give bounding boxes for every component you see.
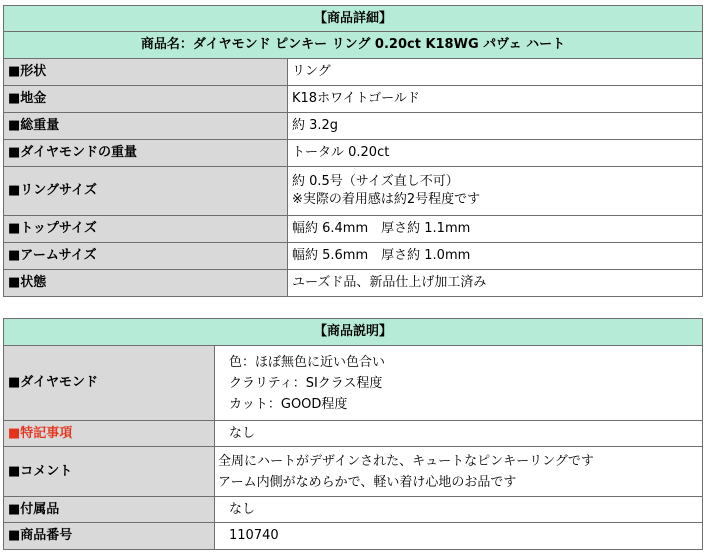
value-line: なし bbox=[229, 425, 256, 441]
value-total-weight bbox=[288, 113, 703, 140]
value-line: なし bbox=[229, 501, 256, 517]
label-metal: ■地金 bbox=[4, 86, 288, 113]
value-line: クラリティ：SIクラス程度 bbox=[229, 375, 383, 391]
label-condition: ■状態 bbox=[4, 270, 288, 297]
value-line: K18ホワイトゴールド bbox=[292, 91, 420, 106]
value-top-size bbox=[288, 216, 703, 243]
details-table bbox=[3, 5, 703, 297]
description-header: 【商品説明】 bbox=[4, 319, 703, 346]
value-condition bbox=[288, 270, 703, 297]
value-diamond bbox=[215, 346, 703, 421]
value-line: ※実際の着用感は約2号程度です bbox=[292, 192, 481, 207]
value-arm-size bbox=[288, 243, 703, 270]
value-ring-size bbox=[288, 167, 703, 216]
label-product-number: ■商品番号 bbox=[4, 523, 215, 550]
label-diamond-weight: ■ダイヤモンドの重量 bbox=[4, 140, 288, 167]
value-line: リング bbox=[292, 64, 331, 79]
value-comment bbox=[215, 447, 703, 497]
label-diamond: ■ダイヤモンド bbox=[4, 346, 215, 421]
description-table bbox=[3, 318, 703, 550]
label-total-weight: ■総重量 bbox=[4, 113, 288, 140]
value-shape bbox=[288, 59, 703, 86]
value-line: 約 3.2g bbox=[292, 118, 339, 133]
value-line: 全周にハートがデザインされた、キュートなピンキーリングです bbox=[218, 453, 594, 469]
label-shape: ■形状 bbox=[4, 59, 288, 86]
value-line: 約 0.5号（サイズ直し不可） bbox=[292, 174, 459, 189]
label-ring-size: ■リングサイズ bbox=[4, 167, 288, 216]
value-line: 110740 bbox=[229, 528, 279, 543]
value-metal bbox=[288, 86, 703, 113]
value-line: カット：GOOD程度 bbox=[229, 396, 348, 412]
value-line: トータル 0.20ct bbox=[292, 145, 390, 160]
label-comment: ■コメント bbox=[4, 447, 215, 497]
value-line: ユーズド品、新品仕上げ加工済み bbox=[292, 275, 487, 290]
value-line: アーム内側がなめらかで、軽い着け心地のお品です bbox=[218, 474, 517, 490]
details-header: 【商品詳細】 bbox=[4, 6, 703, 32]
value-line: 幅約 5.6mm 厚さ約 1.0mm bbox=[292, 248, 471, 263]
value-diamond-weight bbox=[288, 140, 703, 167]
value-line: 幅約 6.4mm 厚さ約 1.1mm bbox=[292, 221, 471, 236]
value-accessories bbox=[215, 497, 703, 523]
value-product-number bbox=[215, 523, 703, 550]
value-line: 色：ほぼ無色に近い色合い bbox=[229, 354, 386, 370]
label-special-notes: ■特記事項 bbox=[4, 421, 215, 447]
label-accessories: ■付属品 bbox=[4, 497, 215, 523]
product-name: 商品名：ダイヤモンド ピンキー リング 0.20ct K18WG パヴェ ハート bbox=[4, 32, 703, 59]
value-special-notes bbox=[215, 421, 703, 447]
label-top-size: ■トップサイズ bbox=[4, 216, 288, 243]
label-arm-size: ■アームサイズ bbox=[4, 243, 288, 270]
